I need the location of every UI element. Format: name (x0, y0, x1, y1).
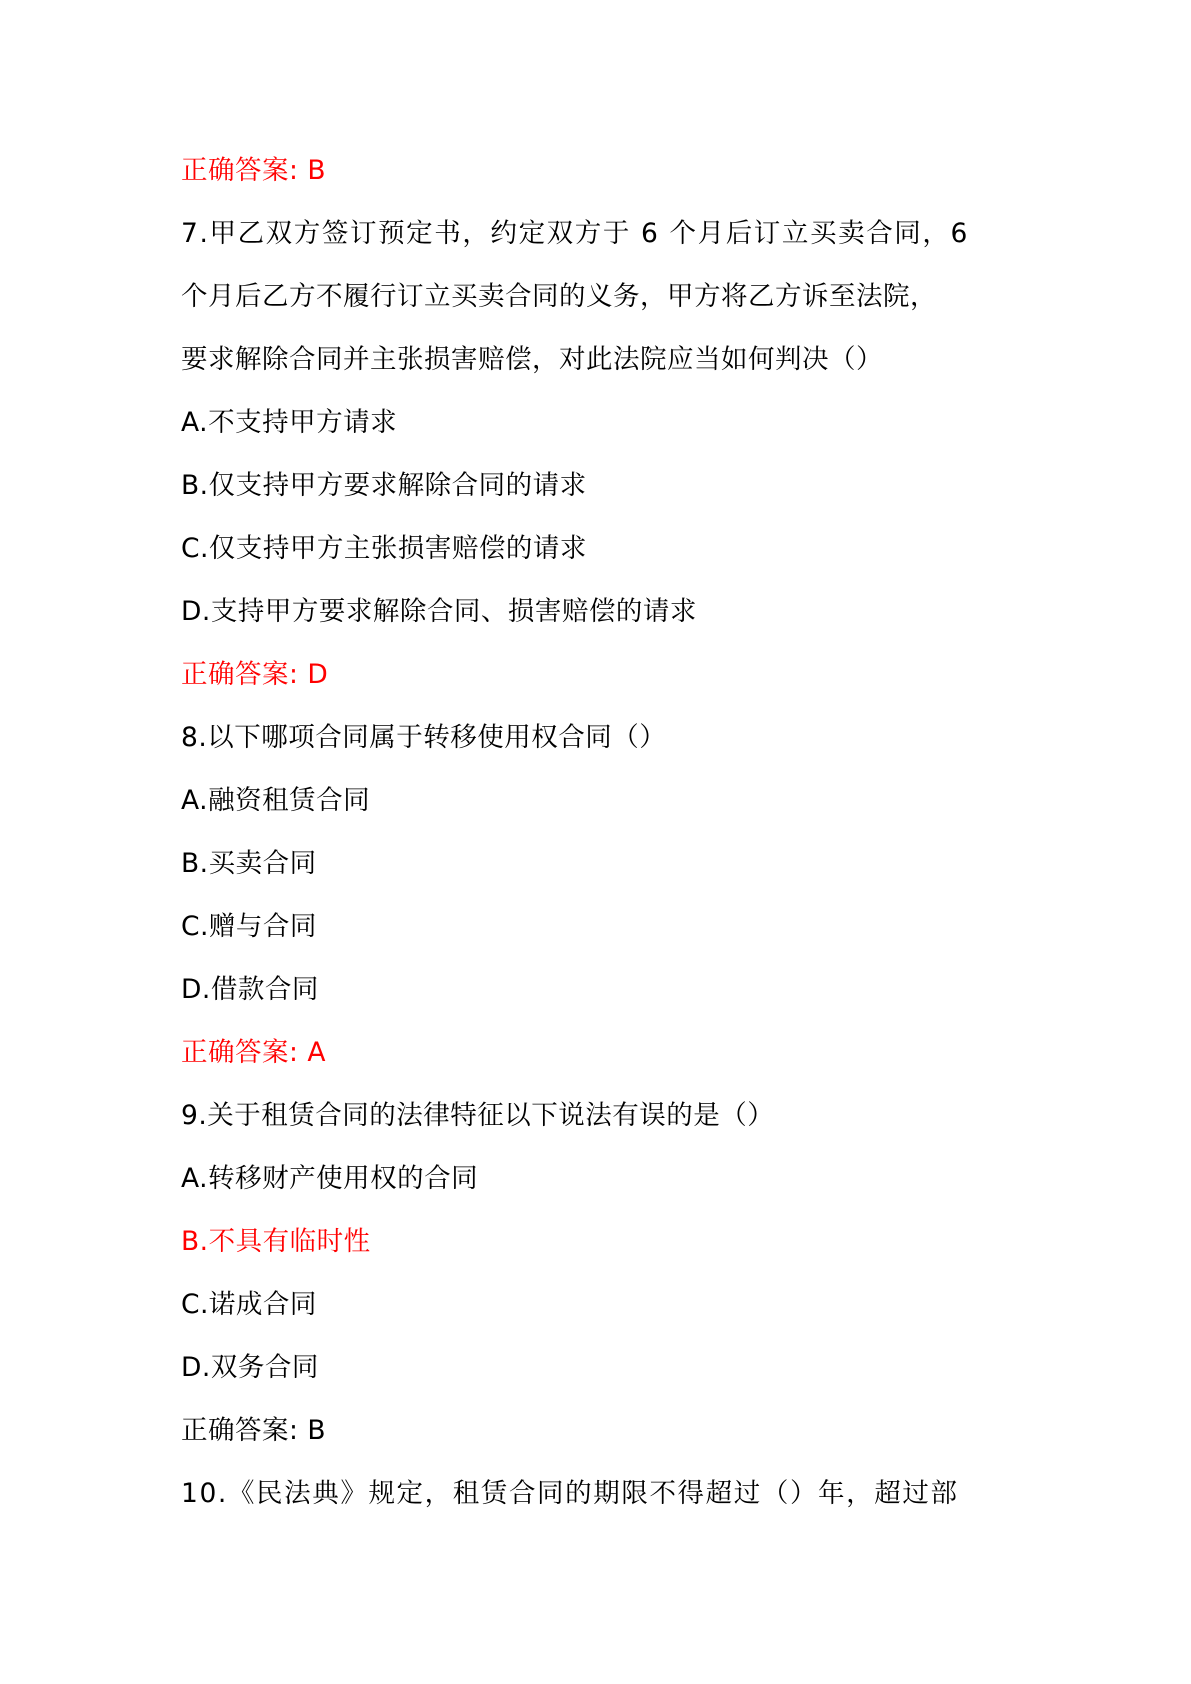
question-9-option-b: B.不具有临时性 (181, 1226, 371, 1257)
question-7-line-3: 要求解除合同并主张损害赔偿，对此法院应当如何判决（） (181, 344, 883, 375)
question-7-option-a: A.不支持甲方请求 (181, 407, 398, 438)
question-8-option-b: B.买卖合同 (181, 848, 317, 879)
answer-9: 正确答案: B (181, 1415, 327, 1446)
question-9-option-d: D.双务合同 (181, 1352, 319, 1383)
question-9-option-c: C.诺成合同 (181, 1289, 317, 1320)
question-8: 8.以下哪项合同属于转移使用权合同（） (181, 722, 667, 753)
question-7-option-d: D.支持甲方要求解除合同、损害赔偿的请求 (181, 596, 697, 627)
question-7-line-2: 个月后乙方不履行订立买卖合同的义务，甲方将乙方诉至法院， (181, 281, 937, 312)
question-8-option-d: D.借款合同 (181, 974, 319, 1005)
answer-6: 正确答案: B (181, 155, 327, 186)
question-7-line-1: 7.甲乙双方签订预定书，约定双方于 6 个月后订立买卖合同，6 (181, 218, 969, 249)
question-7 (181, 202, 1021, 391)
question-7-option-b: B.仅支持甲方要求解除合同的请求 (181, 470, 587, 501)
question-9: 9.关于租赁合同的法律特征以下说法有误的是（） (181, 1100, 775, 1131)
document-page (181, 139, 1021, 1525)
answer-7: 正确答案: D (181, 659, 329, 690)
question-8-option-c: C.赠与合同 (181, 911, 317, 942)
question-7-option-c: C.仅支持甲方主张损害赔偿的请求 (181, 533, 587, 564)
question-8-option-a: A.融资租赁合同 (181, 785, 371, 816)
question-9-option-a: A.转移财产使用权的合同 (181, 1163, 479, 1194)
answer-8: 正确答案: A (181, 1037, 326, 1068)
question-10: 10.《民法典》规定，租赁合同的期限不得超过（）年，超过部 (181, 1478, 959, 1509)
